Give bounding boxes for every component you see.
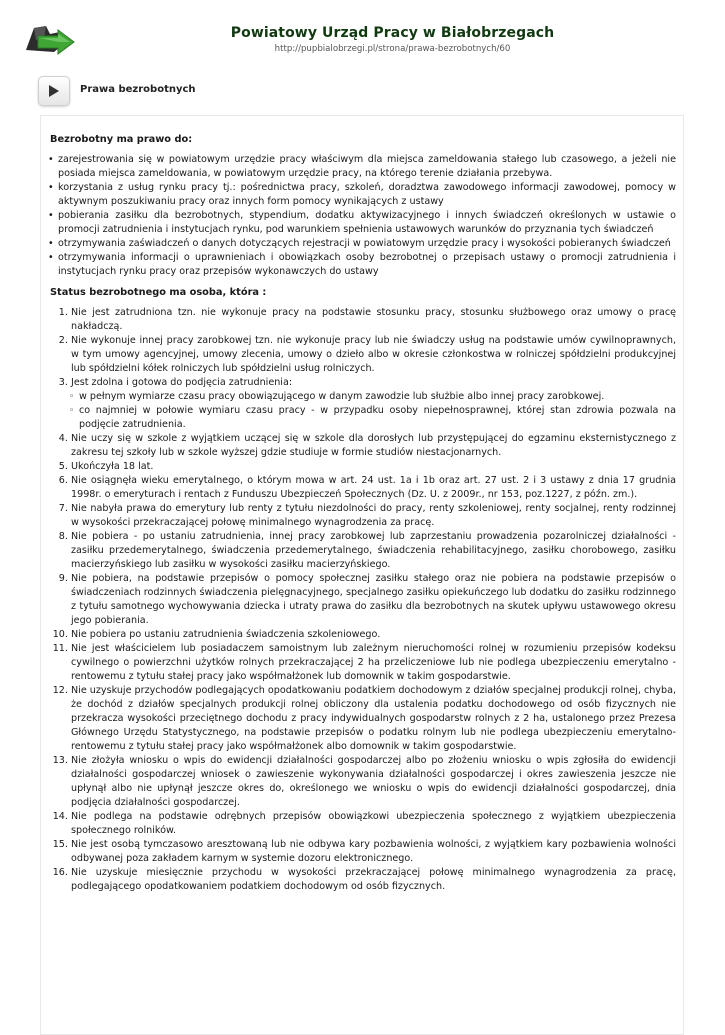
status-list	[46, 306, 676, 894]
page-title: Prawa bezrobotnych	[80, 84, 196, 95]
list-item: 1. Nie jest zatrudniona tzn. nie wykonuje pracy na podstawie stosunku pracy, stosunku służbowego oraz umowy o pracę nakładczą.	[71, 306, 676, 334]
list-item: 13. Nie złożyła wniosku o wpis do ewidencji działalności gospodarczej albo po złożeniu wniosku o wpis zgłosiła do ewidencji działalności gospodarczej wniosek o zawieszenie wykonywania działalności gospodarczej i okres zawieszenia jeszcze nie upłynął albo nie upłynął jeszcze okres do, określonego we wniosku o wpis do ewidencji działalności gospodarczej, dnia podjęcia działalności gospodarczej.	[71, 754, 676, 810]
list-item: 15. Nie jest osobą tymczasowo aresztowaną lub nie odbywa kary pozbawienia wolności, z wyjątkiem kary pozbawienia wolności odbywanej poza zakładem karnym w systemie dozoru elektronicznego.	[71, 838, 676, 866]
list-item: 5. Ukończyła 18 lat.	[71, 460, 676, 474]
list-item: 4. Nie uczy się w szkole z wyjątkiem uczącej się w szkole dla dorosłych lub przystępującej do egzaminu eksternistycznego z zakresu tej szkoły lub w szkole wyższej gdzie studiuje w formie studiów niestacjonarnych.	[71, 432, 676, 460]
sub-list-item: ◦ co najmniej w połowie wymiaru czasu pracy - w przypadku osoby niepełnosprawnej, której stan zdrowia pozwala na podjęcie zatrudnienia.	[79, 404, 676, 432]
sub-list	[71, 390, 676, 432]
list-item: 16. Nie uzyskuje miesięcznie przychodu w wysokości przekraczającej połowę minimalnego wynagrodzenia za pracę, podlegającego opodatkowaniem podatkiem dochodowym od osób fizycznych.	[71, 866, 676, 894]
sub-list-item: ◦ w pełnym wymiarze czasu pracy obowiązującego w danym zawodzie lub służbie albo innej pracy zarobkowej.	[79, 390, 676, 404]
arrow-right-icon	[48, 84, 60, 98]
status-heading: Status bezrobotnego ma osoba, która :	[50, 287, 267, 298]
list-item: 2. Nie wykonuje innej pracy zarobkowej tzn. nie wykonuje pracy lub nie świadczy usług na podstawie umów cywilnoprawnych, w tym umowy agencyjnej, umowy zlecenia, umowy o dzieło albo w okresie członkostwa w rolniczej spółdzielni produkcyjnej lub spółdzielni kółek rolniczych lub spółdzielni usług rolniczych.	[71, 334, 676, 376]
list-item	[71, 376, 676, 432]
list-item: 14. Nie podlega na podstawie odrębnych przepisów obowiązkowi ubezpieczenia społecznego z wyjątkiem ubezpieczenia społecznego rolników.	[71, 810, 676, 838]
list-item: 9. Nie pobiera, na podstawie przepisów o pomocy społecznej zasiłku stałego oraz nie pobiera na podstawie przepisów o świadczeniach rodzinnych świadczenia pielęgnacyjnego, specjalnego zasiłku opiekuńczego lub dodatku do zasiłku rodzinnego z tytułu samotnego wychowywania dziecka i utraty prawa do zasiłku dla bezrobotnych na skutek upływu ustawowego okresu jego pobierania.	[71, 572, 676, 628]
site-url[interactable]: http://pupbialobrzegi.pl/strona/prawa-bezrobotnych/60	[274, 44, 511, 54]
site-title: Powiatowy Urząd Pracy w Białobrzegach	[230, 25, 555, 41]
list-item: 11. Nie jest właścicielem lub posiadaczem samoistnym lub zależnym nieruchomości rolnej w rozumieniu przepisów kodeksu cywilnego o powierzchni użytków rolnych przekraczającej 2 ha przeliczeniowe lub nie podlega ubezpieczeniu emerytalno - rentowemu z tytułu stałej pracy jako współmałżonek lub domownik w takim gospodarstwie.	[71, 642, 676, 684]
list-item: • pobierania zasiłku dla bezrobotnych, stypendium, dodatku aktywizacyjnego i innych świadczeń określonych w ustawie o promocji zatrudnienia i instytucjach rynku, pod warunkiem spełnienia ustawowych warunków do przyznania tych świadczeń	[58, 209, 676, 237]
list-item: • otrzymywania zaświadczeń o danych dotyczących rejestracji w powiatowym urzędzie pracy i wysokości pobieranych świadczeń	[58, 237, 676, 251]
list-item: • zarejestrowania się w powiatowym urzędzie pracy właściwym dla miejsca zameldowania stałego lub czasowego, a jeżeli nie posiada miejsca zameldowania, w powiatowym urzędzie pracy, na którego terenie działania przebywa.	[58, 153, 676, 181]
list-item: 12. Nie uzyskuje przychodów podlegających opodatkowaniu podatkiem dochodowym z działów specjalnej produkcji rolnej, chyba, że dochód z działów specjalnych produkcji rolnej obliczony dla ustalenia podatku dochodowego od osób fizycznych nie przekracza wysokości przeciętnego dochodu z pracy indywidualnych gospodarstw rolnych z 2 ha, ustalonego przez Prezesa Głównego Urzędu Statystycznego, na podstawie przepisów o podatku rolnym lub nie podlega ubezpieczeniu emerytalno-rentowemu z tytułu stałej pracy jako współmałżonek albo domownik w takim gospodarstwie.	[71, 684, 676, 754]
list-item-text: Jest zdolna i gotowa do podjęcia zatrudnienia:	[71, 377, 293, 388]
list-item: • korzystania z usług rynku pracy tj.: pośrednictwa pracy, szkoleń, doradztwa zawodowego informacji zawodowej, pomocy w aktywnym poszukiwaniu pracy oraz innych form pomocy wynikających z ustawy	[58, 181, 676, 209]
article-content	[46, 133, 676, 894]
arrow-button[interactable]	[38, 76, 70, 106]
list-item: 8. Nie pobiera - po ustaniu zatrudnienia, innej pracy zarobkowej lub zaprzestaniu prowadzenia pozarolniczej działalności - zasiłku przedemerytalnego, świadczenia przedemerytalnego, świadczenia rehabilitacyjnego, zasiłku chorobowego, zasiłku macierzyńskiego lub zasiłku w wysokości zasiłku macierzyńskiego.	[71, 530, 676, 572]
list-item: 10. Nie pobiera po ustaniu zatrudnienia świadczenia szkoleniowego.	[71, 628, 676, 642]
site-header	[0, 0, 725, 66]
rights-list	[46, 153, 676, 279]
list-item: • otrzymywania informacji o uprawnieniach i obowiązkach osoby bezrobotnej o przepisach ustawy o promocji zatrudnienia i instytucjach rynku pracy oraz przepisów wykonawczych do ustawy	[58, 251, 676, 279]
list-item: 6. Nie osiągnęła wieku emerytalnego, o którym mowa w art. 24 ust. 1a i 1b oraz art. 27 ust. 2 i 3 ustawy z dnia 17 grudnia 1998r. o emeryturach i rentach z Funduszu Ubezpieczeń Społecznych (Dz. U. z 2009r., nr 153, poz.1227, z późn. zm.).	[71, 474, 676, 502]
rights-heading: Bezrobotny ma prawo do:	[50, 134, 193, 145]
list-item: 7. Nie nabyła prawa do emerytury lub renty z tytułu niezdolności do pracy, renty szkoleniowej, renty socjalnej, renty rodzinnej w wysokości przekraczającej połowę minimalnego wynagrodzenia za pracę.	[71, 502, 676, 530]
